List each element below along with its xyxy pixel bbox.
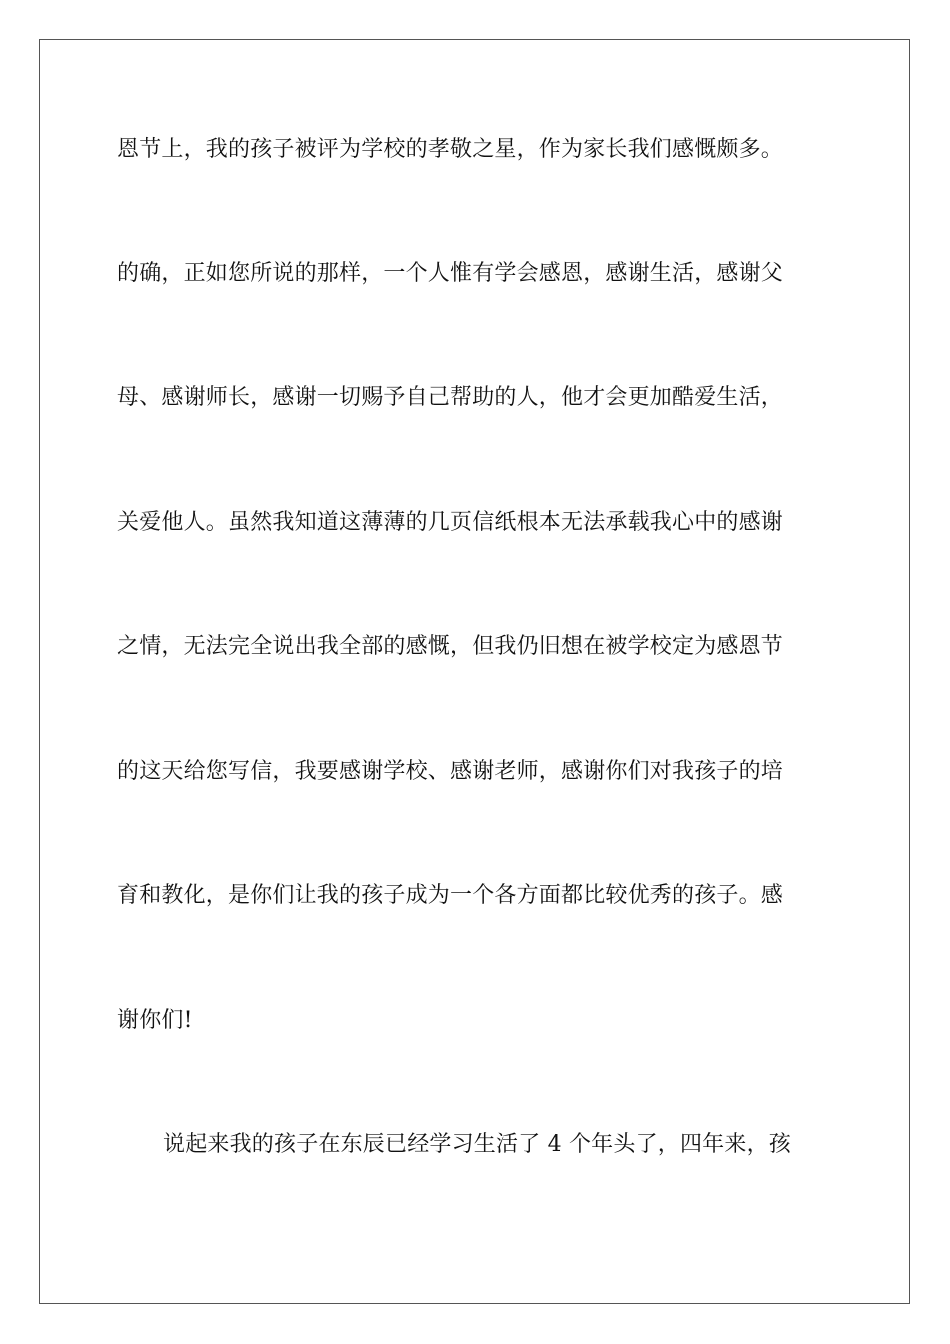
text-line: 育和教化，是你们让我的孩子成为一个各方面都比较优秀的孩子。感 [117,883,784,908]
text-line: 的确，正如您所说的那样，一个人惟有学会感恩，感谢生活，感谢父 [117,261,784,286]
text-line: 恩节上，我的孩子被评为学校的孝敬之星，作为家长我们感慨颇多。 [117,137,784,162]
text-line: 关爱他人。虽然我知道这薄薄的几页信纸根本无法承载我心中的感谢 [117,510,784,535]
text-line: 之情，无法完全说出我全部的感慨，但我仍旧想在被学校定为感恩节 [117,634,784,659]
text-line: 的这天给您写信，我要感谢学校、感谢老师，感谢你们对我孩子的培 [117,759,784,784]
paragraph-start-line: 说起来我的孩子在东辰已经学习生活了 4 个年头了，四年来，孩 [163,1132,791,1157]
text-line: 母、感谢师长，感谢一切赐予自己帮助的人，他才会更加酷爱生活， [117,385,784,410]
page-border [39,39,910,1304]
text-line: 谢你们! [117,1008,193,1033]
